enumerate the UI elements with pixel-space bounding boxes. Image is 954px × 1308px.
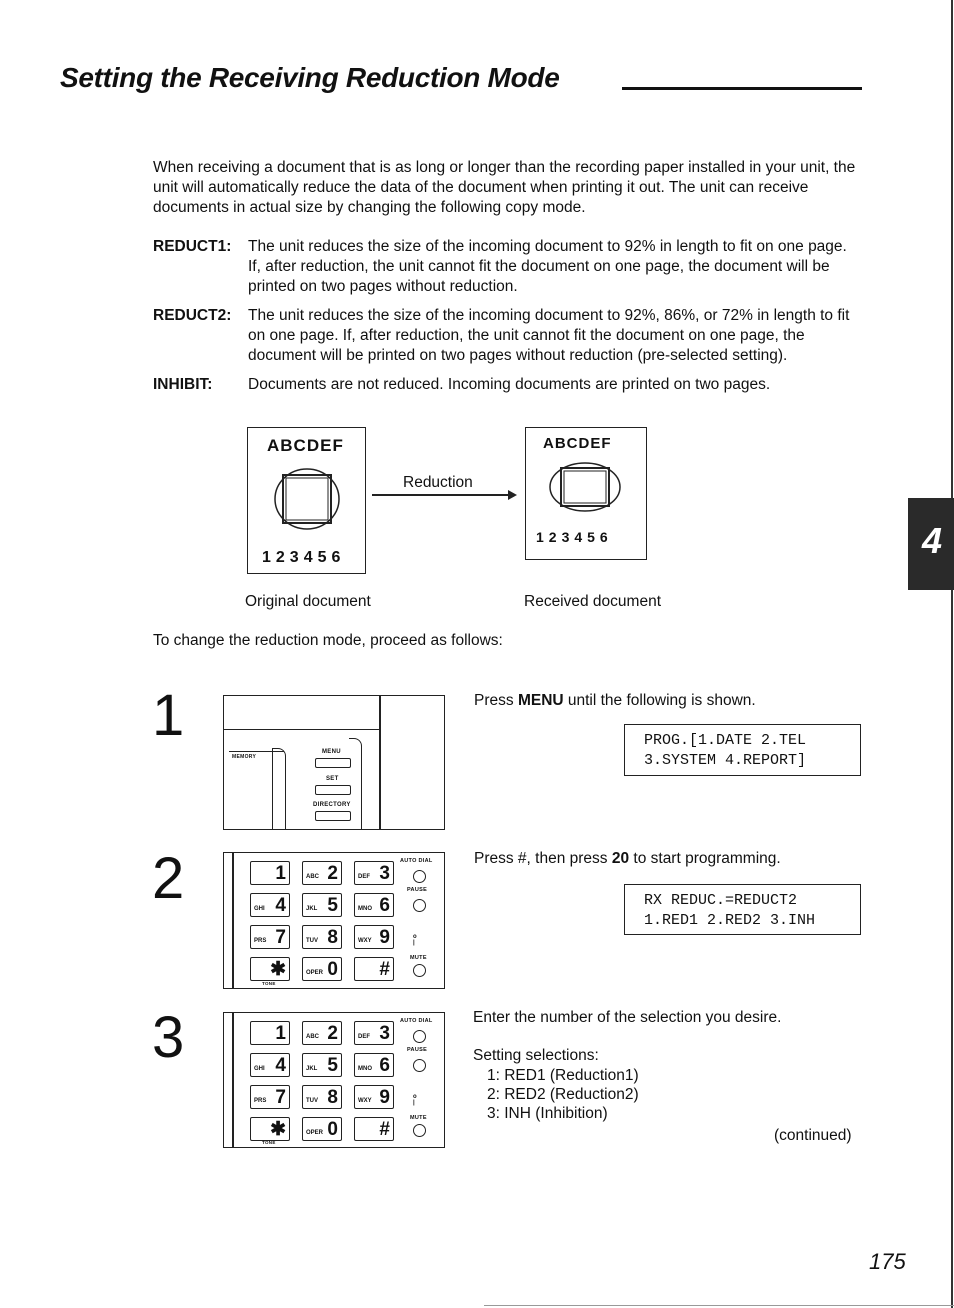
pause-button[interactable] bbox=[413, 1059, 426, 1072]
key-digit: 9 bbox=[379, 927, 390, 948]
original-document-illustration bbox=[247, 427, 366, 574]
keypad-key[interactable] bbox=[302, 1117, 342, 1141]
key-digit: 0 bbox=[327, 1119, 338, 1140]
panel-bracket bbox=[272, 748, 286, 830]
definition-text: The unit reduces the size of the incoming document to 92% in length to fit on one page. If, after reduction, the unit cannot fit the document on one page, the document will be printed on two pages without reduction. bbox=[248, 238, 847, 295]
auto-dial-button[interactable] bbox=[413, 1030, 426, 1043]
key-letters: WXY bbox=[358, 938, 372, 944]
step-3-instruction: Enter the number of the selection you desire. bbox=[473, 1009, 782, 1026]
lcd-display-step-1: PROG.[1.DATE 2.TEL 3.SYSTEM 4.REPORT] bbox=[624, 724, 861, 776]
menu-button[interactable] bbox=[315, 758, 351, 768]
doc-header-text: ABCDEF bbox=[267, 436, 344, 455]
step-number: 2 bbox=[152, 846, 185, 911]
doc-header-text: ABCDEF bbox=[543, 435, 612, 452]
keypad-key[interactable] bbox=[302, 1053, 342, 1077]
step-1-instruction bbox=[474, 692, 756, 710]
page-number: 175 bbox=[869, 1249, 906, 1274]
instr-pre: Press #, then press bbox=[474, 850, 612, 867]
keypad-key[interactable] bbox=[302, 957, 342, 981]
key-digit: 1 bbox=[275, 1023, 286, 1044]
keypad-key[interactable] bbox=[302, 893, 342, 917]
pause-label: PAUSE bbox=[407, 887, 428, 893]
keypad-key[interactable] bbox=[250, 893, 290, 917]
key-letters: TUV bbox=[306, 1098, 318, 1104]
page-title: Setting the Receiving Reduction Mode bbox=[60, 62, 560, 93]
key-digit: # bbox=[379, 959, 390, 980]
key-letters: ABC bbox=[306, 874, 319, 880]
set-button[interactable] bbox=[315, 785, 351, 795]
pause-button[interactable] bbox=[413, 899, 426, 912]
instr-post: until the following is shown. bbox=[563, 692, 756, 709]
menu-key-name: MENU bbox=[517, 692, 564, 709]
keypad-key[interactable] bbox=[250, 1117, 290, 1141]
setting-option: 2: RED2 (Reduction2) bbox=[487, 1086, 639, 1103]
panel-divider bbox=[224, 729, 379, 730]
auto-dial-button[interactable] bbox=[413, 870, 426, 883]
reduction-arrow-label: Reduction bbox=[403, 474, 473, 491]
definition-term: REDUCT1: bbox=[153, 238, 232, 255]
key-letters: TUV bbox=[306, 938, 318, 944]
intro-paragraph: When receiving a document that is as long or longer than the recording paper installed in your unit, the unit will automatically reduce the data of the document when printing it out. The unit can receive documents in actual size by changing the following copy mode. bbox=[153, 159, 856, 216]
step-number: 3 bbox=[152, 1005, 185, 1070]
mute-button[interactable] bbox=[413, 1124, 426, 1137]
definition-text: Documents are not reduced. Incoming documents are printed on two pages. bbox=[248, 376, 771, 393]
key-digit: 4 bbox=[275, 895, 286, 916]
key-digit: 6 bbox=[379, 895, 390, 916]
key-letters: JKL bbox=[306, 906, 318, 912]
keypad-key[interactable] bbox=[302, 861, 342, 885]
keypad-key[interactable] bbox=[302, 1085, 342, 1109]
key-digit: 6 bbox=[379, 1055, 390, 1076]
key-digit: 8 bbox=[327, 1087, 338, 1108]
keypad-illustration bbox=[223, 852, 445, 989]
key-digit: 2 bbox=[327, 863, 338, 884]
key-digit: 4 bbox=[275, 1055, 286, 1076]
key-digit: 7 bbox=[275, 927, 286, 948]
instr-post: to start programming. bbox=[629, 850, 781, 867]
keypad-key[interactable] bbox=[250, 925, 290, 949]
menu-label: MENU bbox=[322, 749, 341, 755]
key-letters: MNO bbox=[358, 906, 372, 912]
key-digit: 5 bbox=[327, 895, 338, 916]
reduction-arrow-line bbox=[372, 494, 512, 496]
mute-indicator-icon: o | bbox=[413, 934, 417, 946]
keypad-key[interactable] bbox=[354, 1117, 394, 1141]
keypad-key[interactable] bbox=[250, 1053, 290, 1077]
key-letters: OPER bbox=[306, 970, 324, 976]
key-letters: PRS bbox=[254, 938, 267, 944]
key-letters: WXY bbox=[358, 1098, 372, 1104]
keypad-key[interactable] bbox=[250, 861, 290, 885]
key-letters: ABC bbox=[306, 1034, 319, 1040]
mute-indicator-icon: o | bbox=[413, 1094, 417, 1106]
key-letters: PRS bbox=[254, 1098, 267, 1104]
step-number: 1 bbox=[152, 683, 185, 748]
auto-dial-label: AUTO DIAL bbox=[400, 1018, 433, 1024]
mute-label: MUTE bbox=[410, 1115, 427, 1121]
definition-term: INHIBIT: bbox=[153, 376, 213, 393]
tone-label: TONE bbox=[262, 1140, 276, 1145]
keypad-key[interactable] bbox=[302, 1021, 342, 1045]
continued-note: (continued) bbox=[774, 1127, 852, 1144]
directory-label: DIRECTORY bbox=[313, 802, 351, 808]
key-digit: 1 bbox=[275, 863, 286, 884]
key-digit: 8 bbox=[327, 927, 338, 948]
document-graphic-icon bbox=[272, 466, 342, 532]
key-digit: 7 bbox=[275, 1087, 286, 1108]
keypad-key[interactable] bbox=[354, 1021, 394, 1045]
arrow-right-icon bbox=[508, 490, 517, 500]
definition-reduct2 bbox=[153, 306, 863, 366]
title-rule bbox=[622, 87, 862, 90]
tone-label: TONE bbox=[262, 981, 276, 986]
doc-number-text: 123456 bbox=[262, 549, 346, 566]
key-digit: 5 bbox=[327, 1055, 338, 1076]
mute-button[interactable] bbox=[413, 964, 426, 977]
page-edge-rule bbox=[951, 0, 953, 1308]
doc-number-text: 123456 bbox=[536, 529, 613, 545]
keypad-edge bbox=[232, 853, 234, 988]
footer-rule bbox=[484, 1305, 954, 1306]
keypad-key[interactable] bbox=[250, 957, 290, 981]
caption-original: Original document bbox=[245, 593, 371, 610]
chapter-tab bbox=[908, 498, 954, 590]
key-digit: 2 bbox=[327, 1023, 338, 1044]
definition-term: REDUCT2: bbox=[153, 307, 232, 324]
key-digit: 0 bbox=[327, 959, 338, 980]
key-digit: 9 bbox=[379, 1087, 390, 1108]
step-2-instruction bbox=[474, 850, 781, 868]
key-digit: ✱ bbox=[270, 1119, 286, 1140]
key-digit: 3 bbox=[379, 1023, 390, 1044]
lcd-display-step-2: RX REDUC.=REDUCT2 1.RED1 2.RED2 3.INH bbox=[624, 884, 861, 935]
key-digit: 3 bbox=[379, 863, 390, 884]
setting-option: 1: RED1 (Reduction1) bbox=[487, 1067, 639, 1084]
keypad-key[interactable] bbox=[354, 861, 394, 885]
panel-divider bbox=[379, 696, 381, 829]
keypad-key[interactable] bbox=[302, 925, 342, 949]
key-digit: ✱ bbox=[270, 959, 286, 980]
keypad-key[interactable] bbox=[250, 1021, 290, 1045]
received-document-illustration bbox=[525, 427, 647, 560]
key-letters: JKL bbox=[306, 1066, 318, 1072]
memory-label: MEMORY bbox=[232, 754, 257, 760]
mute-label: MUTE bbox=[410, 955, 427, 961]
key-letters: MNO bbox=[358, 1066, 372, 1072]
definition-inhibit bbox=[153, 375, 863, 395]
definition-text: The unit reduces the size of the incoming document to 92%, 86%, or 72% in length to fit on one page. If, after reduction, the unit cannot fit the document on one page, the document will be printed on two pages without reduction (pre-selected setting). bbox=[248, 307, 850, 364]
pause-label: PAUSE bbox=[407, 1047, 428, 1053]
set-label: SET bbox=[326, 776, 339, 782]
keypad-key[interactable] bbox=[354, 1053, 394, 1077]
document-graphic-icon bbox=[548, 461, 622, 513]
keypad-key[interactable] bbox=[250, 1085, 290, 1109]
key-digit: # bbox=[379, 1119, 390, 1140]
key-letters: DEF bbox=[358, 1034, 370, 1040]
auto-dial-label: AUTO DIAL bbox=[400, 858, 433, 864]
instr-pre: Press bbox=[474, 692, 518, 709]
keypad-key[interactable] bbox=[354, 1085, 394, 1109]
directory-button[interactable] bbox=[315, 811, 351, 821]
control-panel-illustration bbox=[223, 695, 445, 830]
keypad-key[interactable] bbox=[354, 925, 394, 949]
setting-option: 3: INH (Inhibition) bbox=[487, 1105, 608, 1122]
keypad-edge bbox=[232, 1013, 234, 1147]
key-letters: GHI bbox=[254, 1066, 265, 1072]
definition-reduct1 bbox=[153, 237, 863, 297]
chapter-number: 4 bbox=[922, 520, 943, 561]
key-letters: GHI bbox=[254, 906, 265, 912]
keypad-key[interactable] bbox=[354, 957, 394, 981]
key-letters: OPER bbox=[306, 1130, 324, 1136]
key-letters: DEF bbox=[358, 874, 370, 880]
keypad-key[interactable] bbox=[354, 893, 394, 917]
caption-received: Received document bbox=[524, 593, 661, 610]
settings-heading: Setting selections: bbox=[473, 1047, 599, 1064]
keypad-illustration bbox=[223, 1012, 445, 1148]
lead-in-text: To change the reduction mode, proceed as follows: bbox=[153, 632, 503, 649]
code-key-name: 20 bbox=[611, 850, 630, 867]
